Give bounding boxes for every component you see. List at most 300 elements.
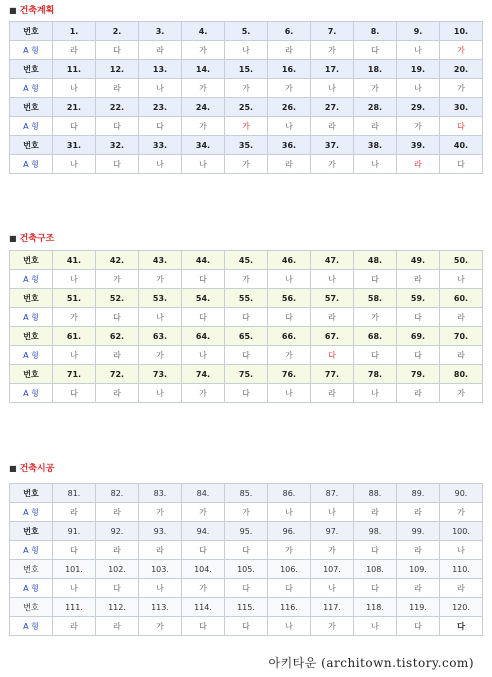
question-number-cell: 23. — [139, 98, 182, 117]
type-a-label-cell: A 형 — [10, 270, 53, 289]
question-number-cell: 45. — [225, 251, 268, 270]
answer-cell: 나 — [268, 384, 311, 403]
question-number-cell: 88. — [354, 484, 397, 503]
answer-cell: 나 — [397, 41, 440, 60]
answer-row — [10, 503, 483, 522]
question-number-cell: 36. — [268, 136, 311, 155]
answer-row — [10, 155, 483, 174]
question-number-cell: 22. — [96, 98, 139, 117]
question-number-cell: 109. — [397, 560, 440, 579]
answer-cell: 가 — [225, 270, 268, 289]
answer-cell: 가 — [225, 79, 268, 98]
answer-cell: 다 — [440, 117, 483, 136]
question-number-cell: 3. — [139, 22, 182, 41]
answer-cell: 다 — [354, 579, 397, 598]
answer-cell: 라 — [53, 41, 96, 60]
number-header-cell: 번호 — [10, 598, 53, 617]
question-number-cell: 77. — [311, 365, 354, 384]
question-number-cell: 104. — [182, 560, 225, 579]
question-number-cell: 61. — [53, 327, 96, 346]
question-number-cell: 67. — [311, 327, 354, 346]
answer-row — [10, 346, 483, 365]
number-header-cell: 번호 — [10, 289, 53, 308]
question-number-cell: 33. — [139, 136, 182, 155]
answer-cell: 가 — [440, 79, 483, 98]
question-number-cell: 53. — [139, 289, 182, 308]
answer-cell: 나 — [225, 41, 268, 60]
question-number-row — [10, 598, 483, 617]
question-number-cell: 46. — [268, 251, 311, 270]
question-number-cell: 110. — [440, 560, 483, 579]
question-number-cell: 40. — [440, 136, 483, 155]
question-number-cell: 32. — [96, 136, 139, 155]
answer-cell: 가 — [268, 541, 311, 560]
question-number-cell: 9. — [397, 22, 440, 41]
answer-cell: 가 — [96, 270, 139, 289]
answer-cell: 다 — [96, 41, 139, 60]
answer-cell: 다 — [225, 308, 268, 327]
question-number-cell: 20. — [440, 60, 483, 79]
question-number-cell: 95. — [225, 522, 268, 541]
question-number-cell: 75. — [225, 365, 268, 384]
question-number-cell: 21. — [53, 98, 96, 117]
question-number-cell: 49. — [397, 251, 440, 270]
question-number-cell: 87. — [311, 484, 354, 503]
answer-row — [10, 384, 483, 403]
answer-cell: 라 — [311, 384, 354, 403]
answer-cell: 라 — [311, 308, 354, 327]
question-number-cell: 117. — [311, 598, 354, 617]
question-number-cell: 54. — [182, 289, 225, 308]
question-number-cell: 64. — [182, 327, 225, 346]
section-title-text: 건축구조 — [19, 234, 55, 244]
answer-cell: 다 — [397, 346, 440, 365]
question-number-cell: 47. — [311, 251, 354, 270]
number-header-cell: 번호 — [10, 522, 53, 541]
question-number-cell: 48. — [354, 251, 397, 270]
question-number-cell: 14. — [182, 60, 225, 79]
answer-cell: 라 — [354, 117, 397, 136]
question-number-cell: 8. — [354, 22, 397, 41]
question-number-cell: 107. — [311, 560, 354, 579]
answer-cell: 가 — [139, 346, 182, 365]
question-number-cell: 30. — [440, 98, 483, 117]
answer-cell: 다 — [225, 541, 268, 560]
answer-cell: 다 — [96, 117, 139, 136]
type-a-label-cell: A 형 — [10, 579, 53, 598]
question-number-row — [10, 327, 483, 346]
question-number-cell: 34. — [182, 136, 225, 155]
question-number-cell: 58. — [354, 289, 397, 308]
answer-cell: 가 — [440, 41, 483, 60]
question-number-cell: 12. — [96, 60, 139, 79]
answer-cell: 다 — [96, 308, 139, 327]
question-number-row — [10, 60, 483, 79]
question-number-cell: 79. — [397, 365, 440, 384]
question-number-row — [10, 560, 483, 579]
answer-cell: 나 — [311, 270, 354, 289]
question-number-cell: 31. — [53, 136, 96, 155]
answer-cell: 다 — [53, 384, 96, 403]
question-number-cell: 120. — [440, 598, 483, 617]
answer-cell: 다 — [311, 346, 354, 365]
question-number-cell: 119. — [397, 598, 440, 617]
answer-cell: 다 — [354, 270, 397, 289]
question-number-cell: 4. — [182, 22, 225, 41]
question-number-cell: 92. — [96, 522, 139, 541]
number-header-cell: 번호 — [10, 98, 53, 117]
answer-cell: 가 — [354, 308, 397, 327]
answer-cell: 나 — [139, 79, 182, 98]
answer-cell: 다 — [440, 155, 483, 174]
question-number-row — [10, 136, 483, 155]
answer-cell: 라 — [268, 41, 311, 60]
answer-cell: 라 — [440, 346, 483, 365]
question-number-cell: 15. — [225, 60, 268, 79]
question-number-cell: 11. — [53, 60, 96, 79]
answer-row — [10, 41, 483, 60]
answer-row — [10, 79, 483, 98]
number-header-cell: 번호 — [10, 365, 53, 384]
answer-cell: 나 — [354, 155, 397, 174]
answer-cell: 가 — [397, 117, 440, 136]
question-number-cell: 91. — [53, 522, 96, 541]
number-header-cell: 번호 — [10, 22, 53, 41]
question-number-cell: 73. — [139, 365, 182, 384]
question-number-cell: 41. — [53, 251, 96, 270]
question-number-cell: 97. — [311, 522, 354, 541]
question-number-cell: 102. — [96, 560, 139, 579]
answer-cell: 나 — [311, 579, 354, 598]
question-number-cell: 81. — [53, 484, 96, 503]
answer-cell: 라 — [96, 541, 139, 560]
question-number-cell: 118. — [354, 598, 397, 617]
number-header-cell: 번호 — [10, 327, 53, 346]
question-number-cell: 94. — [182, 522, 225, 541]
answer-cell: 다 — [225, 617, 268, 636]
answer-cell: 다 — [139, 117, 182, 136]
answer-cell: 다 — [182, 617, 225, 636]
number-header-cell: 번호 — [10, 60, 53, 79]
question-number-cell: 72. — [96, 365, 139, 384]
type-a-label-cell: A 형 — [10, 79, 53, 98]
answer-row — [10, 308, 483, 327]
answer-cell: 가 — [182, 117, 225, 136]
question-number-cell: 85. — [225, 484, 268, 503]
answer-cell: 가 — [311, 41, 354, 60]
section-title-text: 건축계획 — [19, 6, 55, 16]
question-number-cell: 93. — [139, 522, 182, 541]
question-number-cell: 42. — [96, 251, 139, 270]
square-bullet-icon: ■ — [9, 234, 17, 243]
question-number-cell: 86. — [268, 484, 311, 503]
answer-cell: 가 — [268, 79, 311, 98]
question-number-cell: 28. — [354, 98, 397, 117]
question-number-cell: 55. — [225, 289, 268, 308]
question-number-row — [10, 484, 483, 503]
answer-cell: 나 — [182, 155, 225, 174]
answer-cell: 다 — [53, 117, 96, 136]
question-number-cell: 62. — [96, 327, 139, 346]
type-a-label-cell: A 형 — [10, 617, 53, 636]
answer-table — [9, 21, 483, 174]
answer-cell: 가 — [53, 308, 96, 327]
question-number-cell: 76. — [268, 365, 311, 384]
question-number-cell: 103. — [139, 560, 182, 579]
question-number-cell: 35. — [225, 136, 268, 155]
type-a-label-cell: A 형 — [10, 346, 53, 365]
number-header-cell: 번호 — [10, 560, 53, 579]
answer-cell: 라 — [53, 617, 96, 636]
question-number-cell: 115. — [225, 598, 268, 617]
answer-cell: 가 — [225, 503, 268, 522]
question-number-cell: 5. — [225, 22, 268, 41]
answer-table — [9, 483, 483, 636]
answer-cell: 다 — [225, 346, 268, 365]
question-number-cell: 2. — [96, 22, 139, 41]
answer-cell: 라 — [397, 270, 440, 289]
answer-cell: 다 — [268, 308, 311, 327]
question-number-cell: 56. — [268, 289, 311, 308]
question-number-cell: 57. — [311, 289, 354, 308]
question-number-cell: 78. — [354, 365, 397, 384]
question-number-cell: 99. — [397, 522, 440, 541]
answer-cell: 라 — [440, 579, 483, 598]
answer-cell: 가 — [182, 79, 225, 98]
question-number-cell: 16. — [268, 60, 311, 79]
question-number-cell: 10. — [440, 22, 483, 41]
question-number-cell: 60. — [440, 289, 483, 308]
question-number-cell: 17. — [311, 60, 354, 79]
question-number-cell: 114. — [182, 598, 225, 617]
question-number-cell: 111. — [53, 598, 96, 617]
question-number-cell: 101. — [53, 560, 96, 579]
number-header-cell: 번호 — [10, 136, 53, 155]
question-number-cell: 38. — [354, 136, 397, 155]
answer-cell: 가 — [311, 155, 354, 174]
answer-cell: 나 — [440, 541, 483, 560]
question-number-cell: 106. — [268, 560, 311, 579]
answer-cell: 가 — [440, 503, 483, 522]
answer-cell: 나 — [397, 79, 440, 98]
answer-cell: 다 — [225, 579, 268, 598]
type-a-label-cell: A 형 — [10, 155, 53, 174]
question-number-cell: 52. — [96, 289, 139, 308]
answer-cell: 다 — [354, 41, 397, 60]
type-a-label-cell: A 형 — [10, 384, 53, 403]
question-number-row — [10, 251, 483, 270]
question-number-cell: 90. — [440, 484, 483, 503]
answer-cell: 다 — [96, 579, 139, 598]
answer-cell: 나 — [354, 617, 397, 636]
answer-cell: 다 — [268, 579, 311, 598]
question-number-cell: 108. — [354, 560, 397, 579]
question-number-cell: 83. — [139, 484, 182, 503]
answer-cell: 나 — [139, 155, 182, 174]
question-number-cell: 63. — [139, 327, 182, 346]
type-a-label-cell: A 형 — [10, 117, 53, 136]
question-number-cell: 59. — [397, 289, 440, 308]
answer-cell: 다 — [225, 384, 268, 403]
answer-cell: 나 — [182, 346, 225, 365]
question-number-cell: 84. — [182, 484, 225, 503]
question-number-cell: 50. — [440, 251, 483, 270]
question-number-cell: 71. — [53, 365, 96, 384]
answer-cell: 나 — [311, 79, 354, 98]
answer-cell: 나 — [354, 384, 397, 403]
question-number-cell: 70. — [440, 327, 483, 346]
square-bullet-icon: ■ — [9, 6, 17, 15]
answer-cell: 다 — [397, 308, 440, 327]
answer-cell: 다 — [182, 270, 225, 289]
answer-cell: 다 — [182, 308, 225, 327]
question-number-cell: 89. — [397, 484, 440, 503]
question-number-cell: 24. — [182, 98, 225, 117]
answer-cell: 가 — [225, 117, 268, 136]
answer-cell: 가 — [182, 41, 225, 60]
question-number-cell: 51. — [53, 289, 96, 308]
answer-cell: 나 — [268, 270, 311, 289]
question-number-cell: 37. — [311, 136, 354, 155]
answer-cell: 가 — [139, 270, 182, 289]
question-number-cell: 6. — [268, 22, 311, 41]
question-number-cell: 113. — [139, 598, 182, 617]
question-number-cell: 105. — [225, 560, 268, 579]
answer-cell: 라 — [397, 541, 440, 560]
question-number-cell: 19. — [397, 60, 440, 79]
answer-cell: 가 — [268, 346, 311, 365]
question-number-cell: 80. — [440, 365, 483, 384]
type-a-label-cell: A 형 — [10, 541, 53, 560]
answer-cell: 가 — [311, 617, 354, 636]
question-number-row — [10, 365, 483, 384]
answer-cell: 가 — [182, 384, 225, 403]
answer-cell: 가 — [139, 617, 182, 636]
answer-cell: 라 — [96, 503, 139, 522]
answer-cell: 라 — [139, 41, 182, 60]
question-number-cell: 39. — [397, 136, 440, 155]
answer-cell: 라 — [96, 384, 139, 403]
type-a-label-cell: A 형 — [10, 503, 53, 522]
answer-cell: 라 — [139, 541, 182, 560]
answer-cell: 라 — [96, 346, 139, 365]
number-header-cell: 번호 — [10, 251, 53, 270]
footer-credit: 아키타운 (architown.tistory.com) — [268, 656, 474, 670]
question-number-row — [10, 98, 483, 117]
answer-cell: 나 — [139, 579, 182, 598]
answer-cell: 나 — [139, 384, 182, 403]
answer-cell: 라 — [397, 384, 440, 403]
section-title — [9, 5, 54, 17]
section-title — [9, 233, 54, 245]
answer-row — [10, 579, 483, 598]
answer-cell: 라 — [96, 79, 139, 98]
answer-cell: 가 — [182, 579, 225, 598]
answer-table — [9, 250, 483, 403]
question-number-cell: 65. — [225, 327, 268, 346]
answer-cell: 라 — [96, 617, 139, 636]
answer-cell: 가 — [182, 503, 225, 522]
answer-cell: 다 — [96, 155, 139, 174]
answer-cell: 나 — [53, 270, 96, 289]
question-number-cell: 29. — [397, 98, 440, 117]
answer-cell: 가 — [354, 79, 397, 98]
number-header-cell: 번호 — [10, 484, 53, 503]
question-number-cell: 66. — [268, 327, 311, 346]
type-a-label-cell: A 형 — [10, 308, 53, 327]
question-number-cell: 13. — [139, 60, 182, 79]
question-number-cell: 98. — [354, 522, 397, 541]
question-number-cell: 116. — [268, 598, 311, 617]
answer-cell: 라 — [354, 503, 397, 522]
answer-cell: 나 — [268, 503, 311, 522]
answer-cell: 가 — [440, 384, 483, 403]
answer-cell: 라 — [397, 155, 440, 174]
answer-cell: 다 — [53, 541, 96, 560]
answer-cell: 다 — [354, 541, 397, 560]
answer-cell: 나 — [311, 503, 354, 522]
answer-cell: 라 — [397, 579, 440, 598]
answer-cell: 다 — [354, 346, 397, 365]
question-number-cell: 25. — [225, 98, 268, 117]
question-number-cell: 69. — [397, 327, 440, 346]
answer-row — [10, 117, 483, 136]
question-number-cell: 26. — [268, 98, 311, 117]
question-number-cell: 96. — [268, 522, 311, 541]
answer-cell: 가 — [225, 155, 268, 174]
square-bullet-icon: ■ — [9, 464, 17, 473]
answer-cell: 나 — [139, 308, 182, 327]
answer-cell: 나 — [268, 617, 311, 636]
answer-cell: 가 — [139, 503, 182, 522]
answer-cell: 라 — [268, 155, 311, 174]
answer-cell: 나 — [440, 270, 483, 289]
answer-cell: 다 — [182, 541, 225, 560]
question-number-row — [10, 289, 483, 308]
answer-row — [10, 617, 483, 636]
type-a-label-cell: A 형 — [10, 41, 53, 60]
question-number-cell: 43. — [139, 251, 182, 270]
answer-row — [10, 270, 483, 289]
answer-cell: 나 — [53, 579, 96, 598]
question-number-cell: 74. — [182, 365, 225, 384]
section-title-text: 건축시공 — [19, 464, 55, 474]
answer-cell: 나 — [268, 117, 311, 136]
question-number-cell: 100. — [440, 522, 483, 541]
answer-cell: 다 — [397, 617, 440, 636]
answer-cell: 가 — [311, 541, 354, 560]
question-number-cell: 82. — [96, 484, 139, 503]
question-number-cell: 1. — [53, 22, 96, 41]
answer-cell: 나 — [53, 79, 96, 98]
answer-cell: 라 — [53, 503, 96, 522]
answer-cell: 라 — [397, 503, 440, 522]
question-number-cell: 27. — [311, 98, 354, 117]
question-number-cell: 44. — [182, 251, 225, 270]
section-title — [9, 463, 54, 475]
question-number-cell: 18. — [354, 60, 397, 79]
question-number-row — [10, 22, 483, 41]
answer-cell: 다 — [440, 617, 483, 636]
answer-cell: 라 — [440, 308, 483, 327]
answer-cell: 라 — [311, 117, 354, 136]
question-number-cell: 112. — [96, 598, 139, 617]
answer-cell: 나 — [53, 155, 96, 174]
question-number-row — [10, 522, 483, 541]
answer-cell: 나 — [53, 346, 96, 365]
answer-row — [10, 541, 483, 560]
question-number-cell: 68. — [354, 327, 397, 346]
